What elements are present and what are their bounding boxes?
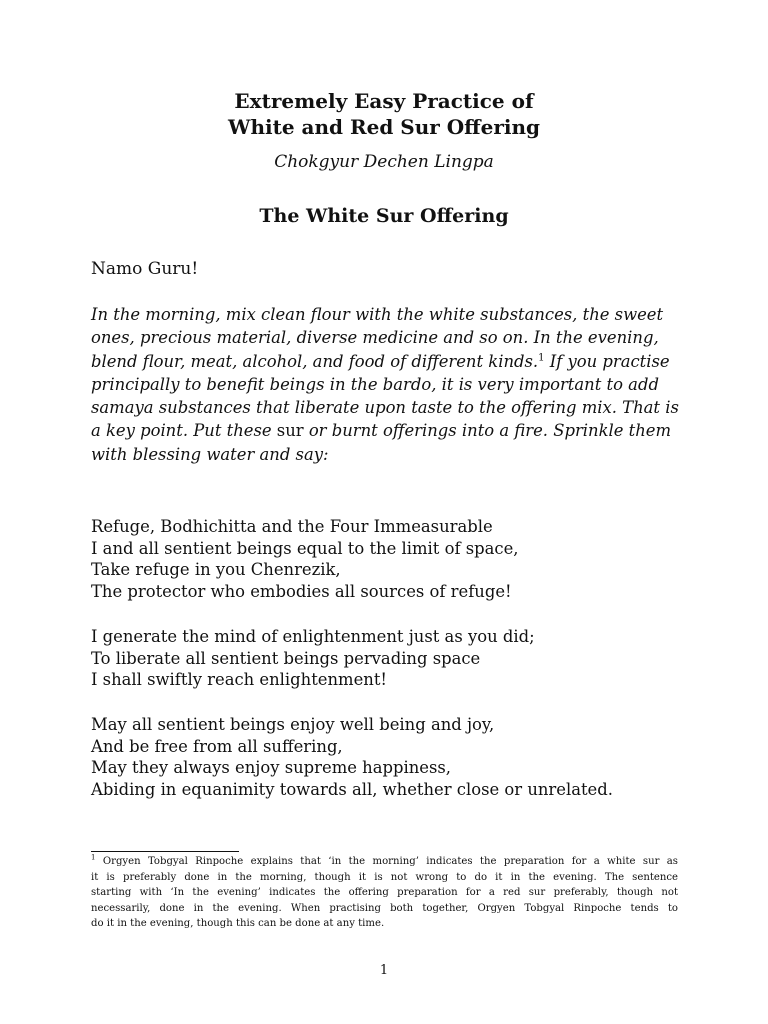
footnote-line: [91, 854, 678, 870]
instructions-text: a key point. Put these: [91, 421, 277, 441]
footnote-line: it is preferably done in the morning, though it is not wrong to do it in the evening. The sentence: [91, 871, 678, 883]
document-title-line-2: White and Red Sur Offering: [228, 115, 540, 139]
footnote-line: necessarily, done in the evening. When practising both together, Orgyen Tobgyal Rinpoche tends to: [91, 902, 678, 914]
instructions-line: samaya substances that liberate upon taste to the offering mix. That is: [91, 398, 679, 418]
verse-line: May they always enjoy supreme happiness,: [91, 758, 452, 778]
verse-line: The protector who embodies all sources of refuge!: [91, 582, 512, 602]
footnote-line: do it in the evening, though this can be done at any time.: [91, 918, 385, 930]
immeasurables-verse: [91, 714, 613, 801]
instructions-line: In the morning, mix clean flour with the white substances, the sweet: [91, 305, 664, 324]
instructions-line: [91, 419, 683, 442]
verse-line: Refuge, Bodhichitta and the Four Immeasurable: [91, 517, 493, 536]
page-number: 1: [379, 963, 389, 978]
verse-line: Abiding in equanimity towards all, whether close or unrelated.: [91, 780, 613, 800]
footnote-separator: [91, 851, 239, 852]
section-heading: The White Sur Offering: [259, 205, 509, 227]
instructions-text: blend flour, meat, alcohol, and food of different kinds.: [91, 351, 539, 371]
footnote-marker: 1: [91, 853, 96, 862]
verse-line: I and all sentient beings equal to the limit of space,: [91, 538, 519, 558]
instructions-text: or burnt offerings into a fire. Sprinkle them: [303, 421, 672, 441]
sur-term: sur: [276, 421, 304, 441]
footnote-text: Orgyen Tobgyal Rinpoche explains that ‘in the morning’ indicates the preparation for a white sur as: [95, 856, 678, 867]
footnote: [91, 854, 678, 932]
instructions-line: with blessing water and say:: [91, 444, 329, 464]
instructions-line: ones, precious material, diverse medicine and so on. In the evening,: [91, 328, 659, 348]
verses-block: [91, 516, 613, 824]
verse-line: I generate the mind of enlightenment just as you did;: [91, 626, 535, 646]
instructions-line: [91, 350, 683, 373]
verse-line: Take refuge in you Chenrezik,: [91, 560, 341, 580]
instructions-paragraph: [91, 303, 683, 466]
footnote-line: starting with ‘In the evening’ indicates the offering preparation for a red sur preferably, though not: [91, 887, 678, 899]
instructions-line: principally to benefit beings in the bardo, it is very important to add: [91, 374, 659, 394]
verse-line: May all sentient beings enjoy well being and joy,: [91, 714, 495, 734]
author-name: Chokgyur Dechen Lingpa: [274, 152, 494, 172]
greeting: Namo Guru!: [91, 259, 199, 279]
verse-line: I shall swiftly reach enlightenment!: [91, 670, 388, 690]
footnote-reference: 1: [538, 352, 545, 364]
bodhichitta-verse: [91, 626, 613, 691]
refuge-verse: [91, 516, 613, 603]
document-title-line-1: Extremely Easy Practice of: [234, 89, 534, 113]
instructions-text: If you practise: [544, 351, 670, 371]
verse-line: To liberate all sentient beings pervading space: [91, 648, 481, 668]
verse-line: And be free from all suffering,: [91, 736, 343, 756]
